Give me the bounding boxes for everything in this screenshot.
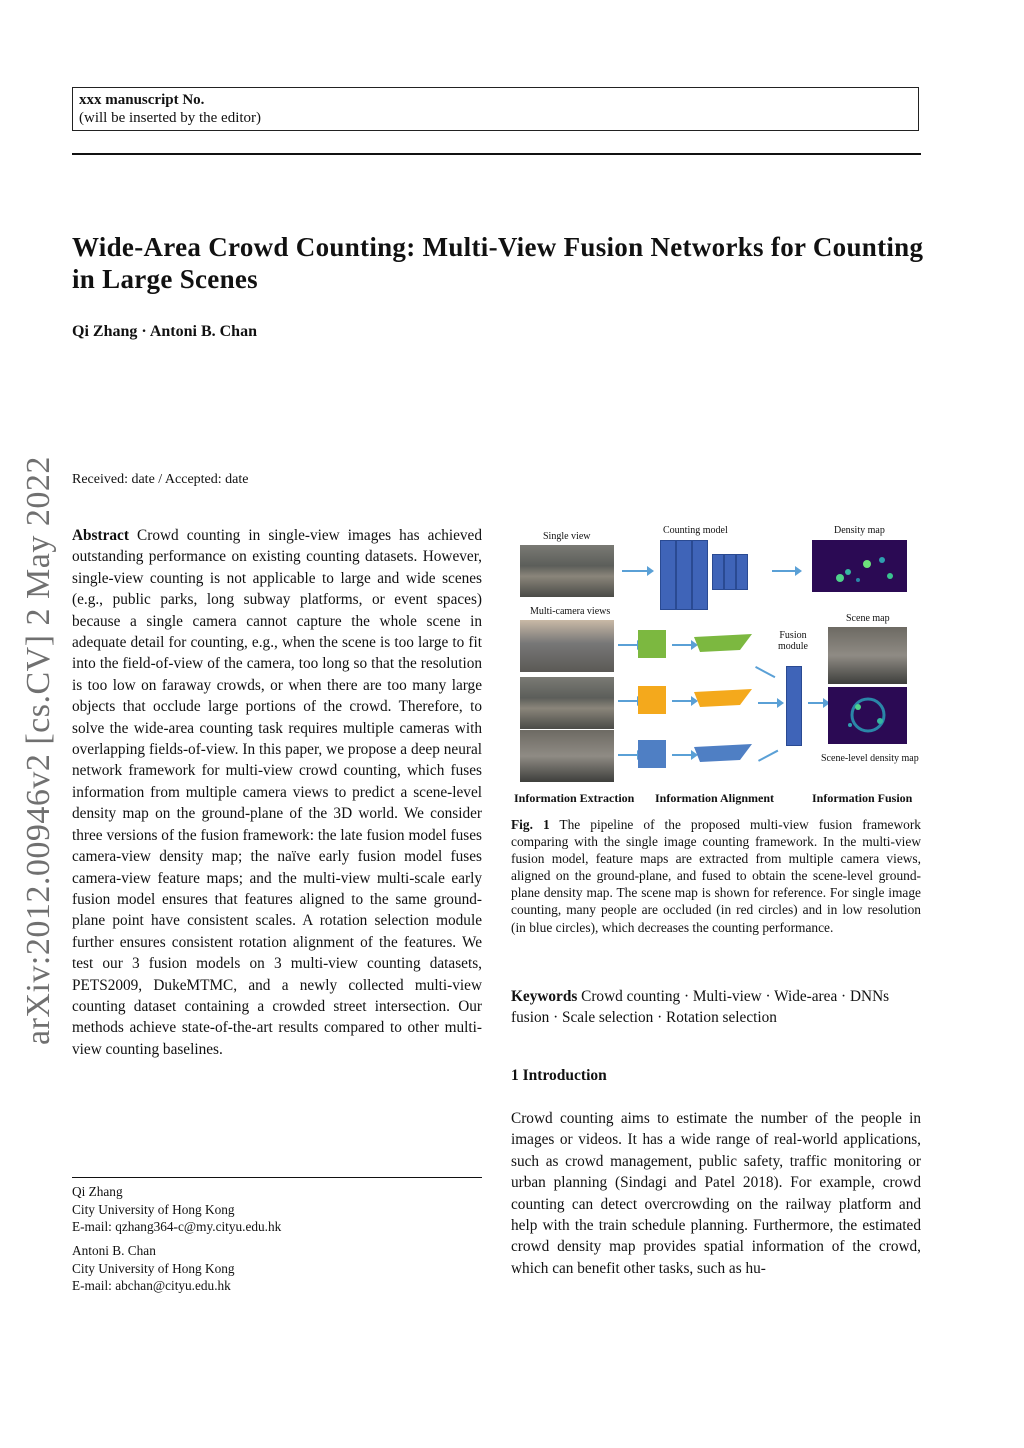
camera-view-2	[520, 677, 614, 729]
caption-label: Fig. 1	[511, 817, 550, 832]
footnote-name: Qi Zhang	[72, 1184, 123, 1199]
model-block	[660, 540, 676, 610]
footnote-rule	[72, 1177, 482, 1178]
figure-1	[510, 520, 930, 810]
manuscript-note: (will be inserted by the editor)	[79, 110, 262, 126]
arxiv-stamp: arXiv:2012.00946v2 [cs.CV] 2 May 2022	[20, 456, 57, 1045]
model-block	[712, 554, 724, 590]
arrow-icon	[772, 570, 796, 572]
label-scene-level-density-map: Scene-level density map	[821, 753, 919, 764]
aligned-map-blue	[694, 744, 752, 762]
abstract	[72, 525, 482, 1060]
label-information-alignment: Information Alignment	[655, 791, 775, 805]
model-block	[724, 554, 736, 590]
label-single-view: Single view	[543, 531, 591, 542]
feature-map-green	[638, 630, 666, 658]
arrow-icon	[618, 644, 638, 646]
arrow-icon	[755, 666, 775, 678]
arrow-icon	[618, 754, 638, 756]
arrow-icon	[618, 700, 638, 702]
section-heading-introduction: 1 Introduction	[511, 1067, 607, 1084]
footnote-affiliation: City University of Hong Kong	[72, 1201, 235, 1217]
camera-view-1	[520, 620, 614, 672]
model-block	[692, 540, 708, 610]
keywords-label: Keywords	[511, 988, 578, 1005]
arrow-icon	[672, 644, 692, 646]
arrow-icon	[758, 750, 778, 762]
label-counting-model: Counting model	[663, 525, 728, 536]
label-information-extraction: Information Extraction	[514, 791, 635, 805]
label-scene-map: Scene map	[846, 613, 890, 624]
caption-text: The pipeline of the proposed multi-view fusion framework comparing with the single image counting framework. In the multi-view fusion model, feature maps are extracted from multiple camera views, aligned on the ground-plane, and fused to obtain the scene-level ground-plane density map. The scene map is shown for reference. For single image counting, many people are occluded (in red circles) and in low resolution (in blue circles), which decreases the counting performance.	[511, 817, 921, 935]
top-rule	[72, 153, 921, 155]
fusion-label-line2: module	[778, 641, 808, 652]
scene-level-density-image	[828, 687, 907, 744]
scene-map-image	[828, 627, 907, 684]
figure-caption	[511, 816, 921, 936]
arrow-icon	[808, 702, 824, 704]
scene-density-blobs	[828, 687, 907, 744]
fusion-module-block	[786, 666, 802, 746]
density-map-blobs	[812, 540, 907, 592]
model-block	[676, 540, 692, 610]
introduction-text: Crowd counting aims to estimate the number of the people in images or videos. It has a wide range of real-world applications, such as crowd management, public safety, traffic monitoring or urban planning (Sindagi and Patel 2018). For example, crowd counting can detect overcrowding on the railway platform and help with the train schedule planning. Furthermore, the estimated crowd density map provides spatial information of the crowd, which can benefit other tasks, such as hu-	[511, 1110, 921, 1277]
camera-view-3	[520, 730, 614, 782]
feature-map-blue	[638, 740, 666, 768]
label-multi-camera-views: Multi-camera views	[530, 606, 611, 617]
aligned-feature-maps	[694, 632, 756, 782]
single-view-photo	[520, 545, 614, 597]
received-date: Received: date / Accepted: date	[72, 472, 249, 487]
label-fusion-module	[778, 630, 808, 652]
arrow-icon	[672, 700, 692, 702]
density-map-image	[812, 540, 907, 592]
manuscript-number: xxx manuscript No.	[79, 92, 205, 108]
arrow-icon	[758, 702, 778, 704]
footnote-affiliation: City University of Hong Kong	[72, 1260, 235, 1276]
footnote-name: Antoni B. Chan	[72, 1243, 156, 1258]
label-density-map: Density map	[834, 525, 885, 536]
footnote-email: E-mail: qzhang364-c@my.cityu.edu.hk	[72, 1219, 282, 1234]
arrow-icon	[622, 570, 648, 572]
abstract-text: Crowd counting in single-view images has achieved outstanding performance on existing counting datasets. However, single-view counting is not applicable to large and wide scenes (e.g., public parks, long subway platforms, or event spaces) because a single camera cannot capture the whole scene in adequate detail for counting, e.g., when the scene is too large to fit into the field-of-view of the camera, too long so that the resolution is too low on faraway crowds, or when there are too many large objects that occlude large portions of the crowd. Therefore, to solve the wide-area counting task requires multiple cameras with overlapping fields-of-view. In this paper, we propose a deep neural network framework for multi-view crowd counting, which fuses information from multiple camera views to predict a scene-level density map on the ground-plane of the 3D world. We consider three versions of the fusion framework: the late fusion model fuses camera-view density map; the naïve early fusion model fuses camera-view feature maps; and the multi-view multi-scale early fusion model ensures that features aligned to the same ground-plane point have consistent scales. A rotation selection module further ensures consistent rotation alignment of the features. We test our 3 fusion models on 3 multi-view counting datasets, PETS2009, DukeMTMC, and a newly collected multi-view counting dataset containing a crowded street intersection. Our methods achieve state-of-the-art results compared to other multi-view counting baselines.	[72, 527, 482, 1058]
fusion-label-line1: Fusion	[779, 630, 807, 641]
footnote-author-2	[72, 1242, 482, 1295]
keywords-text: Crowd counting · Multi-view · Wide-area · DNNs fusion · Scale selection · Rotation selection	[511, 988, 890, 1027]
aligned-map-orange	[694, 689, 752, 707]
footnote-email: E-mail: abchan@cityu.edu.hk	[72, 1278, 231, 1293]
abstract-heading: Abstract	[72, 527, 129, 544]
keywords	[511, 986, 923, 1029]
footnote-author-1	[72, 1183, 482, 1236]
feature-map-orange	[638, 686, 666, 714]
arrow-icon	[672, 754, 692, 756]
aligned-map-green	[694, 634, 752, 652]
label-information-fusion: Information Fusion	[812, 791, 913, 805]
paper-title: Wide-Area Crowd Counting: Multi-View Fusion Networks for Counting in Large Scenes	[72, 232, 924, 294]
authors: Qi Zhang · Antoni B. Chan	[72, 323, 257, 340]
manuscript-box	[72, 87, 919, 131]
model-block	[736, 554, 748, 590]
